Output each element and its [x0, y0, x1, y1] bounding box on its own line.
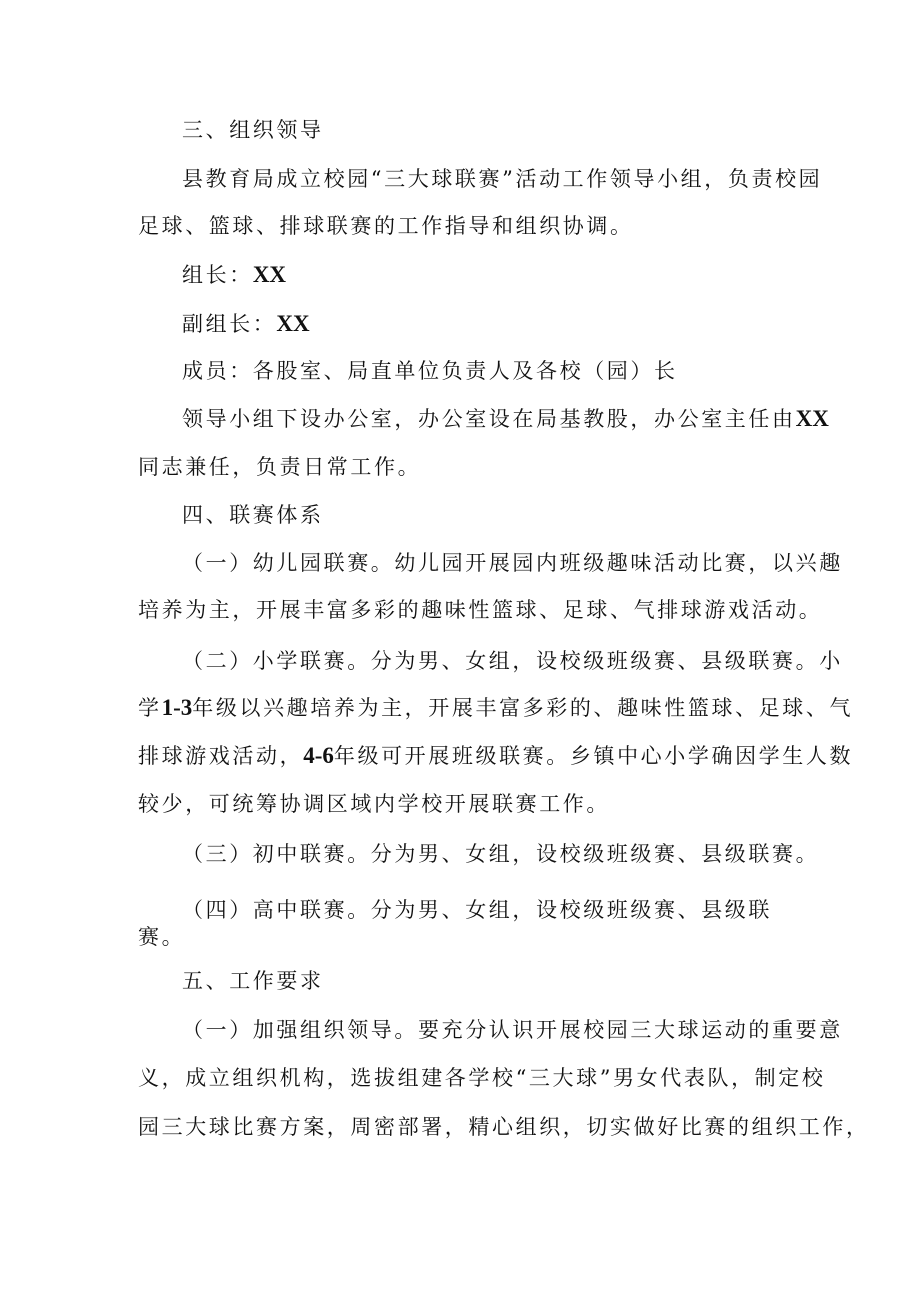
members-text: 成员：各股室、局直单位负责人及各校（园）长: [182, 359, 678, 383]
paragraph-text: 县教育局成立校园“三大球联赛”活动工作领导小组，负责校园: [182, 167, 823, 191]
paragraph-line: [138, 452, 421, 482]
paragraph-line: [138, 1112, 870, 1142]
paragraph-text: 义，成立组织机构，选拔组建各学校“三大球”男女代表队，制定校: [138, 1066, 826, 1090]
paragraph-line: [138, 1063, 825, 1093]
grade-range: 1-3: [161, 695, 193, 720]
paragraph-text: 赛。: [138, 925, 186, 949]
heading-work-requirements: [182, 966, 324, 996]
paragraph-text: 领导小组下设办公室，办公室设在局基教股，办公室主任由: [182, 407, 796, 431]
heading-text: 三、组织领导: [182, 118, 324, 142]
paragraph-text: 年级可开展班级联赛。乡镇中心小学确因学生人数: [333, 744, 854, 768]
group-leader-name: XX: [252, 262, 287, 287]
paragraph-line: [138, 789, 610, 819]
paragraph-line: [182, 839, 819, 869]
paragraph-text: （三）初中联赛。分为男、女组，设校级班级赛、县级联赛。: [182, 842, 820, 866]
group-leader-line: [182, 260, 286, 290]
paragraph-line: [138, 211, 634, 241]
heading-league-system: [182, 500, 324, 530]
heading-text: 四、联赛体系: [182, 503, 324, 527]
deputy-leader-name: XX: [276, 311, 310, 336]
paragraph-text: （一）幼儿园联赛。幼儿园开展园内班级趣味活动比赛，以兴趣: [182, 551, 843, 575]
paragraph-line: [138, 922, 185, 952]
paragraph-line: [182, 895, 772, 925]
paragraph-text: （一）加强组织领导。要充分认识开展校园三大球运动的重要意: [182, 1018, 843, 1042]
paragraph-text: （二）小学联赛。分为男、女组，设校级班级赛、县级联赛。小: [182, 649, 843, 673]
heading-organization-leadership: [182, 115, 324, 145]
paragraph-text: 培养为主，开展丰富多彩的趣味性篮球、足球、气排球游戏活动。: [138, 598, 823, 622]
paragraph-text: 较少，可统筹协调区域内学校开展联赛工作。: [138, 792, 610, 816]
paragraph-text: 同志兼任，负责日常工作。: [138, 455, 422, 479]
office-director-name: XX: [795, 406, 829, 431]
heading-text: 五、工作要求: [182, 969, 324, 993]
paragraph-line: [182, 164, 822, 194]
paragraph-line: [182, 548, 843, 578]
paragraph-line: [138, 693, 853, 723]
paragraph-line: [138, 595, 822, 625]
paragraph-line: [182, 646, 843, 676]
paragraph-line: [182, 404, 829, 434]
paragraph-text: 足球、篮球、排球联赛的工作指导和组织协调。: [138, 214, 634, 238]
deputy-leader-label: 副组长：: [182, 312, 277, 336]
paragraph-text: 学: [138, 696, 162, 720]
paragraph-line: [182, 1015, 843, 1045]
paragraph-text: 排球游戏活动，: [138, 744, 304, 768]
paragraph-text: （四）高中联赛。分为男、女组，设校级班级赛、县级联: [182, 898, 772, 922]
paragraph-text: 年级以兴趣培养为主，开展丰富多彩的、趣味性篮球、足球、气: [192, 696, 854, 720]
deputy-leader-line: [182, 309, 310, 339]
paragraph-text: 园三大球比赛方案，周密部署，精心组织，切实做好比赛的组织工作，: [138, 1115, 870, 1139]
group-leader-label: 组长：: [182, 263, 253, 287]
grade-range: 4-6: [303, 743, 334, 768]
members-line: [182, 356, 678, 386]
paragraph-line: [138, 741, 853, 771]
